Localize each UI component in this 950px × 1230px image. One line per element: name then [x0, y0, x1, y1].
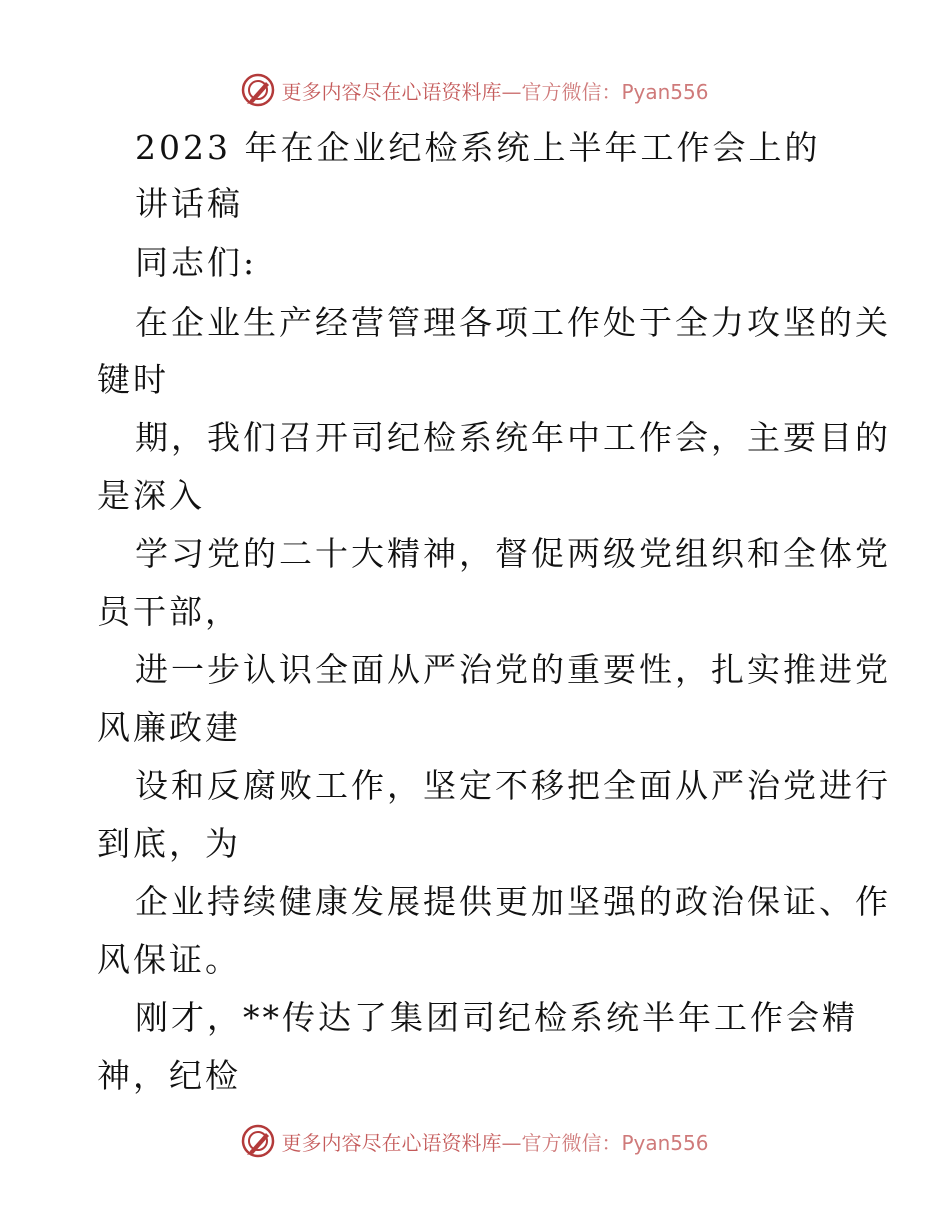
paragraph-line: 风廉政建	[97, 708, 241, 747]
paragraph-line: 神，纪检	[97, 1056, 241, 1095]
footer-banner-text	[281, 1127, 708, 1156]
paragraph-line: 员干部，	[97, 592, 241, 631]
paragraph-line: 刚才，**传达了集团司纪检系统半年工作会精	[135, 998, 858, 1037]
footer-banner	[0, 1121, 950, 1161]
paragraph-line: 企业持续健康发展提供更加坚强的政治保证、作	[135, 882, 891, 921]
paragraph-line: 键时	[97, 360, 169, 399]
header-wechat: 官方微信：Pyan556	[521, 79, 709, 104]
salutation: 同志们:	[135, 243, 258, 282]
paragraph-line: 在企业生产经营管理各项工作处于全力攻坚的关	[135, 303, 891, 342]
paragraph-line: 进一步认识全面从严治党的重要性，扎实推进党	[135, 650, 891, 689]
paragraph-line: 学习党的二十大精神，督促两级党组织和全体党	[135, 534, 891, 573]
document-title-line-2: 讲话稿	[135, 184, 243, 223]
footer-brand: 更多内容尽在心语资料库	[281, 1130, 502, 1155]
header-brand: 更多内容尽在心语资料库	[281, 79, 502, 104]
paragraph-line: 到底，为	[97, 824, 241, 863]
header-separator: —	[501, 79, 522, 104]
document-title-line-1: 2023 年在企业纪检系统上半年工作会上的	[135, 128, 821, 167]
paragraph-line: 设和反腐败工作，坚定不移把全面从严治党进行	[135, 766, 891, 805]
footer-separator: —	[501, 1130, 522, 1155]
footer-wechat: 官方微信：Pyan556	[521, 1130, 709, 1155]
pen-logo-icon	[241, 1124, 275, 1158]
paragraph-line: 风保证。	[97, 940, 241, 979]
paragraph-line: 期，我们召开司纪检系统年中工作会，主要目的	[135, 418, 891, 457]
paragraph-line: 是深入	[97, 476, 205, 515]
